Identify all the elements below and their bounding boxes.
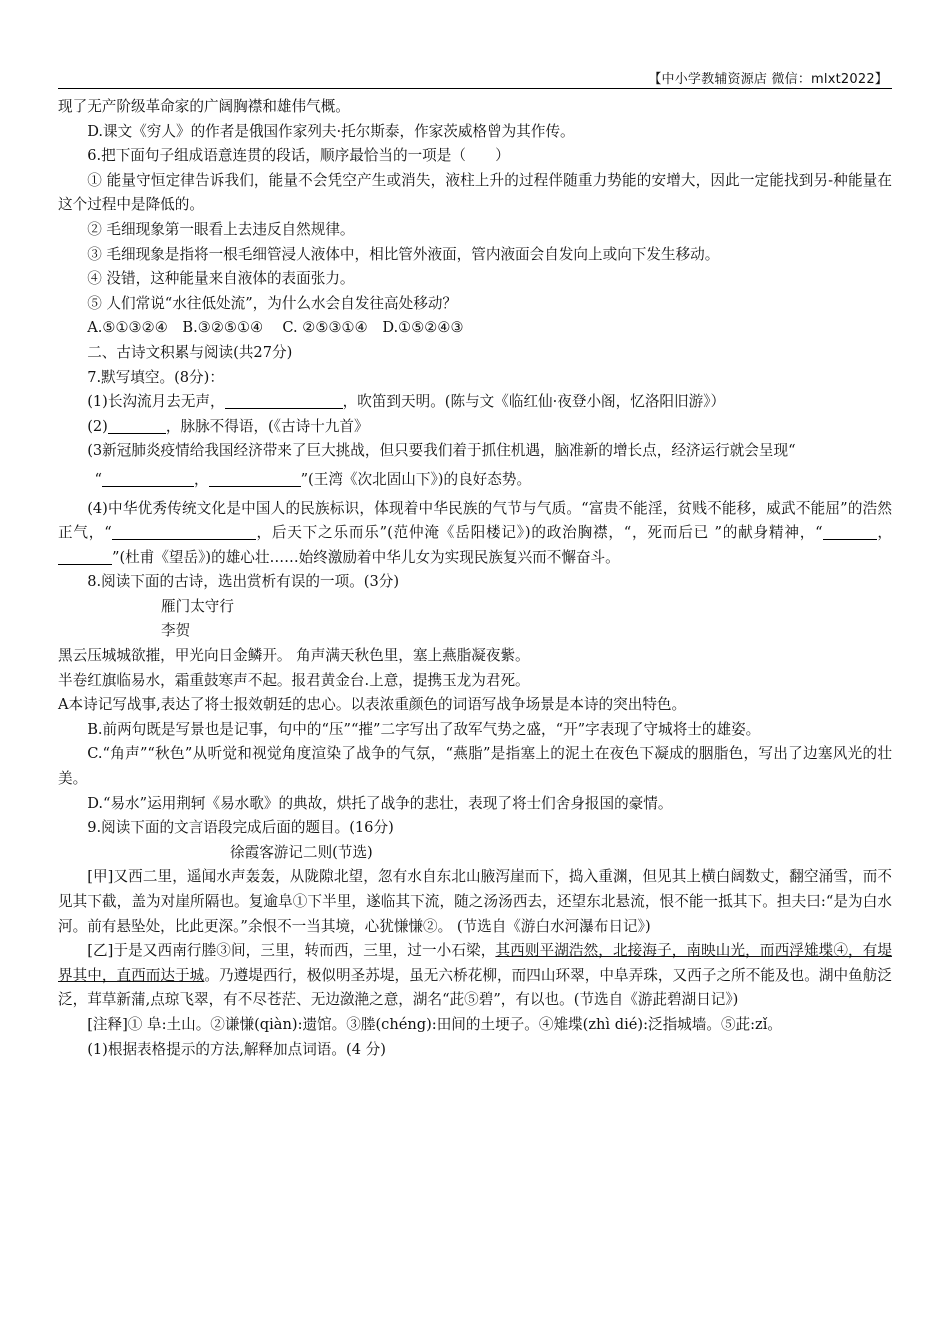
answer-blank[interactable] bbox=[112, 525, 256, 541]
answer-blank[interactable] bbox=[209, 471, 301, 487]
question-6: 6.把下面句子组成语意连贯的段话，顺序最恰当的一项是（ ） bbox=[87, 147, 510, 165]
question-7-item-4: (4)中华优秀传统文化是中国人的民族标识，体现着中华民族的气节与气质。“富贵不能淫，贫贱不能移，威武不能屈”的浩然正气，“ ，后天下之乐而乐”(范仲淹《岳阳楼记》)的政治胸襟，“，死而后已 ”的献身精神，“ ，”(杜甫《望岳》)的雄心壮……始终激励着中华儿女为实现民族复兴而不懈奋斗。 bbox=[58, 499, 892, 566]
passage-jia: [甲]又西二里，遥闻水声轰轰，从陇隙北望，忽有水自东北山腋泻崖而下，捣入重渊，但见其上横白阔数丈，翻空涌雪，而不见其下截，盖为对崖所隔也。复逾阜①下半里，遂临其下流，随之汤汤西去，还望东北悬流，恨不能一抵其下。担夫曰:“是为白水河。前有悬坠处，比此更深。”余恨不一当其境，心犹慊慊②。 (节选自《游白水河瀑布日记》) bbox=[58, 868, 892, 935]
header-rule bbox=[58, 88, 892, 89]
answer-blank[interactable] bbox=[823, 525, 877, 541]
poem-line: 半卷红旗临易水，霜重鼓寒声不起。报君黄金台.上意，提携玉龙为君死。 bbox=[58, 671, 530, 689]
poem-line: 黑云压城城欲摧，甲光向日金鳞开。 角声满天秋色里，塞上燕脂凝夜紫。 bbox=[58, 647, 530, 665]
text-line: 现了无产阶级革命家的广阔胸襟和雄伟气概。 bbox=[58, 98, 350, 115]
question-8: 8.阅读下面的古诗，选出赏析有误的一项。(3分) bbox=[87, 573, 400, 591]
sentence-5: ⑤ 人们常说“水往低处流”，为什么水会自发往高处移动？ bbox=[87, 294, 458, 312]
passage-yi: [乙]于是又西南行塍③间，三里，转而西，三里，过一小石梁，其西则平湖浩然，北接海子，南映山光，而西浮雉堞④，有堤界其中，直西而达于城。乃遵堤西行，极似明圣苏堤，虽无六桥花柳，而四山环翠，中阜弄珠，又西子之所不能及也。湖中鱼舫泛泛，茸草新蒲,点琼飞翠，有不尽苍茫、无边潋滟之意，湖名“茈⑤碧”，有以也。(节选自《游茈碧湖日记》) bbox=[58, 942, 892, 1009]
option-d-line: D.课文《穷人》的作者是俄国作家列夫·托尔斯泰，作家茨威格曾为其作传。 bbox=[87, 122, 575, 140]
question-7-item-3-blanks: “ ， ”(王湾《次北固山下》)的良好态势。 bbox=[94, 470, 532, 488]
sentence-4: ④ 没错，这种能量来自液体的表面张力。 bbox=[87, 270, 355, 288]
annotations: [注释]① 阜:土山。②谦慊(qiàn):遗馆。③塍(chéng):田间的土埂子。④雉堞(zhì dié):泛指城墙。⑤茈:zǐ。 bbox=[87, 1015, 783, 1033]
option-d: D.“易水”运用荆轲《易水歌》的典故，烘托了战争的悲壮，表现了将士们舍身报国的豪情。 bbox=[87, 794, 673, 812]
sentence-3: ③ 毛细现象是指将一根毛细管浸人液体中，相比管外液面，管内液面会自发向上或向下发生移动。 bbox=[87, 245, 720, 263]
answer-blank[interactable] bbox=[102, 471, 194, 487]
sentence-2: ② 毛细现象第一眼看上去违反自然规律。 bbox=[87, 220, 355, 238]
question-7-item-3: (3新冠肺炎疫情给我国经济带来了巨大挑战，但只要我们着于抓住机遇，脑准新的增长点，经济运行就会呈现“ bbox=[87, 442, 796, 460]
question-7: 7.默写填空。(8分)： bbox=[87, 368, 224, 386]
option-c: C.“角声”“秋色”从听觉和视觉角度渲染了战争的气氛，“燕脂”是指塞上的泥土在夜色下凝成的胭脂色，写出了边塞风光的壮美。 bbox=[58, 745, 892, 788]
page-header: 【中小学教辅资源店 微信：mlxt2022】 bbox=[648, 72, 888, 87]
answer-blank[interactable] bbox=[108, 418, 166, 434]
poem-title: 雁门太守行 bbox=[161, 597, 234, 615]
option-a: A本诗记写战事,表达了将士报效朝廷的忠心。以表浓重颜色的词语写战争场景是本诗的突出特色。 bbox=[58, 696, 687, 714]
underlined-sentence: 其西则平湖浩然，北接海子，南映山光，而西浮雉堞④，有堤界其中，直西而达于城 bbox=[58, 942, 892, 984]
passage-title: 徐霞客游记二则(节选) bbox=[230, 843, 373, 861]
poem-author: 李贺 bbox=[161, 622, 191, 640]
sentence-1: ① 能量守恒定律告诉我们，能量不会凭空产生或消失，液柱上升的过程伴随重力势能的安增大，因此一定能找到另-种能量在这个过程中是降低的。 bbox=[58, 171, 892, 214]
answer-blank[interactable] bbox=[225, 394, 343, 410]
question-7-item-2: (2) ，脉脉不得语，(《古诗十九首》 bbox=[87, 417, 369, 435]
option-b: B.前两句既是写景也是记事，句中的“压”“摧”二字写出了敌军气势之盛，“开”字表现了守城将士的雄姿。 bbox=[87, 720, 761, 738]
section-heading-2: 二、古诗文积累与阅读(共27分) bbox=[87, 343, 293, 361]
question-9-1: (1)根据表格提示的方法,解释加点词语。(4 分) bbox=[87, 1040, 386, 1058]
question-9: 9.阅读下面的文言语段完成后面的题目。(16分) bbox=[87, 819, 394, 837]
answer-blank[interactable] bbox=[58, 549, 112, 565]
document-body bbox=[58, 95, 892, 1062]
question-6-options: A.⑤①③②④ B.③②⑤①④ C. ②⑤③①④ D.①⑤②④③ bbox=[87, 319, 464, 337]
question-7-item-1: (1)长沟流月去无声， ，吹笛到天明。(陈与文《临红仙·夜登小阁，忆洛阳旧游》） bbox=[87, 393, 726, 411]
